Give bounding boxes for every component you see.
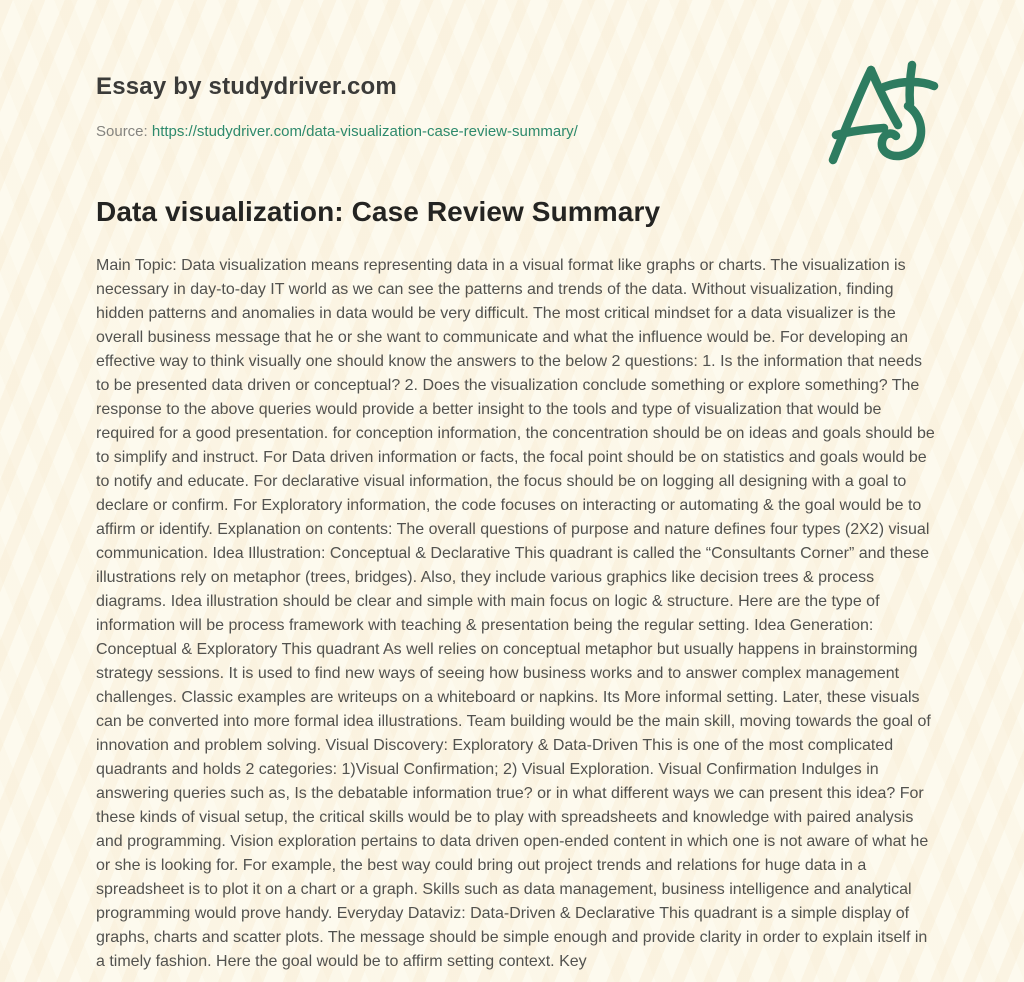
source-url-link[interactable]: https://studydriver.com/data-visualization-case-review-summary/ xyxy=(151,123,578,140)
studydriver-a-plus-logo-icon xyxy=(820,58,942,170)
source-label: Source: xyxy=(96,123,148,140)
article-body-text: Main Topic: Data visualization means representing data in a visual format like graphs or charts. The visualization is necessary in day-to-day IT world as we can see the patterns and trends of the data. Without visualization, finding hidden patterns and anomalies in data would be very difficult. The most critical mindset for a data visualizer is the overall business message that he or she want to communicate and what the influence would be. For developing an effective way to think visually one should know the answers to the below 2 questions: 1. Is the information that needs to be presented data driven or conceptual? 2. Does the visualization conclude something or explore something? The response to the above queries would provide a better insight to the tools and type of visualization that would be required for a good presentation. for conception information, the concentration should be on ideas and goals should be to simplify and instruct. For Data driven information or facts, the focal point should be on statistics and goals would be to notify and educate. For declarative visual information, the focus should be on logging all designing with a goal to declare or confirm. For Exploratory information, the code focuses on interacting or automating & the goal would be to affirm or identify. Explanation on contents: The overall questions of purpose and nature defines four types (2X2) visual communication. Idea Illustration: Conceptual & Declarative This quadrant is called the “Consultants Corner” and these illustrations rely on metaphor (trees, bridges). Also, they include various graphics like decision trees & process diagrams. Idea illustration should be clear and simple with main focus on logic & structure. Here are the type of information will be process framework with teaching & presentation being the regular setting. Idea Generation: Conceptual & Exploratory This quadrant As well relies on conceptual metaphor but usually happens in brainstorming strategy sessions. It is used to find new ways of seeing how business works and to answer complex management challenges. Classic examples are writeups on a whiteboard or napkins. Its More informal setting. Later, these visuals can be converted into more formal idea illustrations. Team building would be the main skill, moving towards the goal of innovation and problem solving. Visual Discovery: Exploratory & Data-Driven This is one of the most complicated quadrants and holds 2 categories: 1)Visual Confirmation; 2) Visual Exploration. Visual Confirmation Indulges in answering queries such as, Is the debatable information true? or in what different ways we can present this idea? For these kinds of visual setup, the critical skills would be to play with spreadsheets and knowledge with paired analysis and programming. Vision exploration pertains to data driven open-ended content in which one is not aware of what he or she is looking for. For example, the best way could bring out project trends and relations for huge data in a spreadsheet is to plot it on a chart or a graph. Skills such as data management, business intelligence and analytical programming would prove handy. Everyday Dataviz: Data-Driven & Declarative This quadrant is a simple display of graphs, charts and scatter plots. The message should be simple enough and provide clarity in order to explain itself in a timely fashion. Here the goal would be to affirm setting context. Key xyxy=(96,257,935,970)
byline-heading: Essay by studydriver.com xyxy=(96,73,397,100)
article-title: Data visualization: Case Review Summary xyxy=(96,196,661,227)
source-line xyxy=(96,123,578,140)
